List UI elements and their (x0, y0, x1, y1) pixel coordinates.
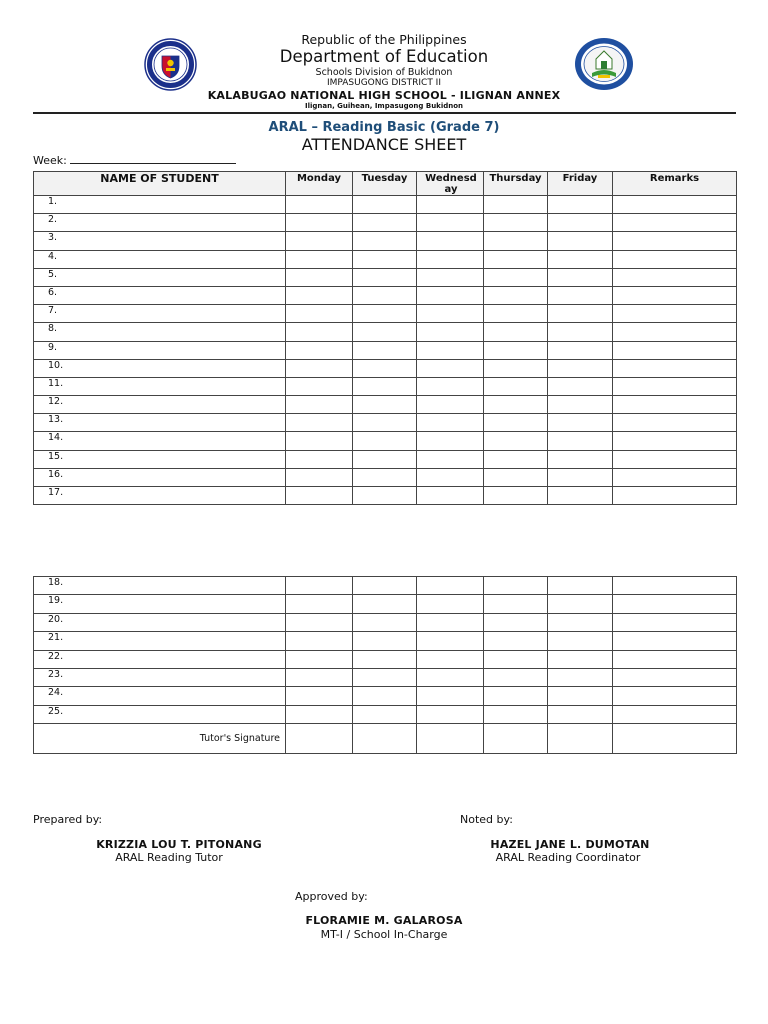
attendance-cell-wednesday[interactable] (417, 268, 484, 286)
table-header-row (34, 172, 737, 196)
attendance-cell-remarks[interactable] (613, 613, 737, 631)
week-field (33, 153, 236, 167)
attendance-cell-monday[interactable] (286, 468, 353, 486)
attendance-cell-remarks[interactable] (613, 577, 737, 595)
attendance-cell-remarks[interactable] (613, 232, 737, 250)
attendance-cell-wednesday[interactable] (417, 232, 484, 250)
attendance-cell-tuesday[interactable] (353, 396, 417, 414)
attendance-cell-wednesday[interactable] (417, 377, 484, 395)
attendance-cell-monday[interactable] (286, 432, 353, 450)
attendance-cell-tuesday[interactable] (353, 577, 417, 595)
attendance-cell-remarks[interactable] (613, 705, 737, 723)
table-row (34, 250, 737, 268)
attendance-cell-wednesday[interactable] (417, 468, 484, 486)
attendance-table-part-2 (33, 576, 737, 754)
attendance-cell-wednesday[interactable] (417, 341, 484, 359)
attendance-cell-tuesday[interactable] (353, 305, 417, 323)
approved-by-name: FLORAMIE M. GALAROSA (305, 914, 463, 927)
student-name-cell[interactable]: 17. (34, 487, 286, 505)
student-name-cell[interactable]: 18. (34, 577, 286, 595)
attendance-cell-friday[interactable] (548, 377, 613, 395)
signature-cell-wednesday[interactable] (417, 724, 484, 754)
attendance-cell-remarks[interactable] (613, 595, 737, 613)
attendance-cell-tuesday[interactable] (353, 632, 417, 650)
table-row (34, 668, 737, 686)
attendance-cell-remarks[interactable] (613, 377, 737, 395)
attendance-cell-remarks[interactable] (613, 359, 737, 377)
student-name-cell[interactable]: 16. (34, 468, 286, 486)
attendance-cell-remarks[interactable] (613, 668, 737, 686)
table-row (34, 341, 737, 359)
attendance-cell-monday[interactable] (286, 286, 353, 304)
attendance-cell-thursday[interactable] (484, 468, 548, 486)
attendance-cell-wednesday[interactable] (417, 359, 484, 377)
attendance-cell-monday[interactable] (286, 450, 353, 468)
attendance-cell-monday[interactable] (286, 341, 353, 359)
attendance-cell-friday[interactable] (548, 323, 613, 341)
sheet-title: ATTENDANCE SHEET (301, 135, 467, 154)
attendance-cell-friday[interactable] (548, 705, 613, 723)
attendance-cell-remarks[interactable] (613, 487, 737, 505)
attendance-cell-tuesday[interactable] (353, 286, 417, 304)
header-divider (33, 112, 736, 114)
attendance-cell-remarks[interactable] (613, 468, 737, 486)
attendance-cell-wednesday[interactable] (417, 613, 484, 631)
table-row (34, 613, 737, 631)
attendance-cell-friday[interactable] (548, 650, 613, 668)
attendance-cell-wednesday[interactable] (417, 705, 484, 723)
attendance-cell-tuesday[interactable] (353, 323, 417, 341)
student-name-cell[interactable]: 20. (34, 613, 286, 631)
attendance-cell-monday[interactable] (286, 232, 353, 250)
attendance-cell-thursday[interactable] (484, 577, 548, 595)
district-line: IMPASUGONG DISTRICT II (326, 78, 441, 88)
table-row (34, 687, 737, 705)
attendance-cell-friday[interactable] (548, 305, 613, 323)
prepared-by-role: ARAL Reading Tutor (115, 851, 223, 864)
signature-cell-remarks[interactable] (613, 724, 737, 754)
attendance-cell-monday[interactable] (286, 487, 353, 505)
attendance-cell-monday[interactable] (286, 377, 353, 395)
attendance-cell-remarks[interactable] (613, 250, 737, 268)
attendance-cell-remarks[interactable] (613, 214, 737, 232)
signature-cell-thursday[interactable] (484, 724, 548, 754)
attendance-cell-thursday[interactable] (484, 305, 548, 323)
attendance-cell-friday[interactable] (548, 250, 613, 268)
table-row (34, 632, 737, 650)
attendance-cell-friday[interactable] (548, 468, 613, 486)
attendance-cell-wednesday[interactable] (417, 595, 484, 613)
attendance-cell-thursday[interactable] (484, 487, 548, 505)
attendance-cell-tuesday[interactable] (353, 196, 417, 214)
attendance-cell-tuesday[interactable] (353, 687, 417, 705)
table-row (34, 487, 737, 505)
attendance-cell-thursday[interactable] (484, 341, 548, 359)
student-name-cell[interactable]: 11. (34, 377, 286, 395)
student-name-cell[interactable]: 23. (34, 668, 286, 686)
attendance-cell-thursday[interactable] (484, 687, 548, 705)
attendance-cell-wednesday[interactable] (417, 323, 484, 341)
noted-by-role: ARAL Reading Coordinator (495, 851, 641, 864)
signature-cell-friday[interactable] (548, 724, 613, 754)
column-header-wednesday: Wednesday (417, 172, 484, 196)
attendance-cell-remarks[interactable] (613, 268, 737, 286)
attendance-cell-friday[interactable] (548, 432, 613, 450)
school-address: Ilignan, Guihean, Impasugong Bukidnon (304, 102, 464, 110)
attendance-cell-monday[interactable] (286, 613, 353, 631)
attendance-cell-tuesday[interactable] (353, 650, 417, 668)
attendance-cell-tuesday[interactable] (353, 250, 417, 268)
attendance-cell-wednesday[interactable] (417, 687, 484, 705)
attendance-cell-thursday[interactable] (484, 396, 548, 414)
student-name-cell[interactable]: 21. (34, 632, 286, 650)
attendance-cell-remarks[interactable] (613, 432, 737, 450)
noted-by-name: HAZEL JANE L. DUMOTAN (490, 838, 650, 851)
attendance-cell-wednesday[interactable] (417, 305, 484, 323)
attendance-cell-tuesday[interactable] (353, 232, 417, 250)
attendance-cell-monday[interactable] (286, 323, 353, 341)
student-name-cell[interactable]: 22. (34, 650, 286, 668)
table-row (34, 286, 737, 304)
attendance-cell-remarks[interactable] (613, 286, 737, 304)
table-row (34, 323, 737, 341)
attendance-cell-tuesday[interactable] (353, 377, 417, 395)
attendance-cell-friday[interactable] (548, 613, 613, 631)
attendance-cell-remarks[interactable] (613, 341, 737, 359)
attendance-cell-tuesday[interactable] (353, 487, 417, 505)
table-row (34, 305, 737, 323)
noted-by-label: Noted by: (460, 813, 513, 826)
attendance-cell-friday[interactable] (548, 268, 613, 286)
attendance-cell-monday[interactable] (286, 305, 353, 323)
attendance-cell-wednesday[interactable] (417, 668, 484, 686)
attendance-cell-wednesday[interactable] (417, 196, 484, 214)
attendance-cell-tuesday[interactable] (353, 468, 417, 486)
attendance-cell-thursday[interactable] (484, 359, 548, 377)
table-row (34, 359, 737, 377)
table-row (34, 396, 737, 414)
attendance-cell-friday[interactable] (548, 668, 613, 686)
attendance-cell-tuesday[interactable] (353, 595, 417, 613)
student-name-cell[interactable]: 3. (34, 232, 286, 250)
table-row (34, 450, 737, 468)
attendance-cell-monday[interactable] (286, 250, 353, 268)
tutor-signature-label: Tutor's Signature (34, 724, 286, 754)
attendance-cell-friday[interactable] (548, 487, 613, 505)
table-row (34, 468, 737, 486)
signature-cell-tuesday[interactable] (353, 724, 417, 754)
attendance-cell-friday[interactable] (548, 396, 613, 414)
table-row (34, 414, 737, 432)
table-row (34, 214, 737, 232)
table-row (34, 377, 737, 395)
attendance-cell-thursday[interactable] (484, 450, 548, 468)
student-name-cell[interactable]: 2. (34, 214, 286, 232)
attendance-cell-monday[interactable] (286, 196, 353, 214)
attendance-cell-monday[interactable] (286, 595, 353, 613)
student-name-cell[interactable]: 25. (34, 705, 286, 723)
attendance-cell-friday[interactable] (548, 687, 613, 705)
approved-by-label: Approved by: (295, 890, 368, 903)
table-row (34, 268, 737, 286)
attendance-cell-wednesday[interactable] (417, 632, 484, 650)
attendance-cell-remarks[interactable] (613, 196, 737, 214)
attendance-cell-friday[interactable] (548, 632, 613, 650)
attendance-cell-thursday[interactable] (484, 214, 548, 232)
attendance-cell-remarks[interactable] (613, 632, 737, 650)
attendance-cell-wednesday[interactable] (417, 414, 484, 432)
attendance-cell-friday[interactable] (548, 232, 613, 250)
table-row (34, 196, 737, 214)
attendance-cell-remarks[interactable] (613, 305, 737, 323)
attendance-cell-thursday[interactable] (484, 595, 548, 613)
column-header-friday: Friday (548, 172, 613, 196)
attendance-cell-remarks[interactable] (613, 323, 737, 341)
attendance-cell-friday[interactable] (548, 359, 613, 377)
attendance-cell-tuesday[interactable] (353, 450, 417, 468)
student-name-cell[interactable]: 1. (34, 196, 286, 214)
attendance-cell-monday[interactable] (286, 214, 353, 232)
student-name-cell[interactable]: 9. (34, 341, 286, 359)
attendance-cell-monday[interactable] (286, 687, 353, 705)
attendance-cell-monday[interactable] (286, 632, 353, 650)
attendance-cell-thursday[interactable] (484, 432, 548, 450)
attendance-cell-friday[interactable] (548, 341, 613, 359)
attendance-cell-tuesday[interactable] (353, 432, 417, 450)
student-name-cell[interactable]: 19. (34, 595, 286, 613)
attendance-cell-tuesday[interactable] (353, 268, 417, 286)
table-row (34, 232, 737, 250)
attendance-cell-tuesday[interactable] (353, 668, 417, 686)
attendance-cell-friday[interactable] (548, 196, 613, 214)
signature-cell-monday[interactable] (286, 724, 353, 754)
republic-line: Republic of the Philippines (301, 32, 467, 47)
attendance-cell-remarks[interactable] (613, 650, 737, 668)
attendance-cell-monday[interactable] (286, 577, 353, 595)
attendance-cell-friday[interactable] (548, 414, 613, 432)
student-name-cell[interactable]: 6. (34, 286, 286, 304)
attendance-cell-thursday[interactable] (484, 668, 548, 686)
attendance-cell-wednesday[interactable] (417, 450, 484, 468)
column-header-thursday: Thursday (484, 172, 548, 196)
student-name-cell[interactable]: 24. (34, 687, 286, 705)
attendance-cell-thursday[interactable] (484, 232, 548, 250)
attendance-cell-wednesday[interactable] (417, 250, 484, 268)
table-row (34, 650, 737, 668)
attendance-cell-thursday[interactable] (484, 286, 548, 304)
division-line: Schools Division of Bukidnon (315, 67, 453, 78)
attendance-cell-tuesday[interactable] (353, 613, 417, 631)
attendance-cell-thursday[interactable] (484, 632, 548, 650)
student-name-cell[interactable]: 5. (34, 268, 286, 286)
table-row (34, 595, 737, 613)
student-name-cell[interactable]: 8. (34, 323, 286, 341)
attendance-cell-wednesday[interactable] (417, 577, 484, 595)
attendance-cell-thursday[interactable] (484, 196, 548, 214)
table-row (34, 577, 737, 595)
column-header-monday: Monday (286, 172, 353, 196)
attendance-cell-thursday[interactable] (484, 650, 548, 668)
column-header-name: NAME OF STUDENT (34, 172, 286, 196)
student-name-cell[interactable]: 13. (34, 414, 286, 432)
student-name-cell[interactable]: 12. (34, 396, 286, 414)
attendance-cell-thursday[interactable] (484, 250, 548, 268)
attendance-cell-wednesday[interactable] (417, 432, 484, 450)
column-header-tuesday: Tuesday (353, 172, 417, 196)
attendance-cell-tuesday[interactable] (353, 414, 417, 432)
attendance-cell-friday[interactable] (548, 286, 613, 304)
attendance-cell-tuesday[interactable] (353, 341, 417, 359)
prepared-by-label: Prepared by: (33, 813, 103, 826)
attendance-cell-friday[interactable] (548, 214, 613, 232)
attendance-cell-wednesday[interactable] (417, 214, 484, 232)
attendance-cell-monday[interactable] (286, 650, 353, 668)
attendance-cell-friday[interactable] (548, 577, 613, 595)
attendance-cell-thursday[interactable] (484, 705, 548, 723)
attendance-cell-thursday[interactable] (484, 268, 548, 286)
department-line: Department of Education (279, 47, 489, 66)
attendance-cell-thursday[interactable] (484, 613, 548, 631)
attendance-cell-wednesday[interactable] (417, 487, 484, 505)
attendance-cell-monday[interactable] (286, 359, 353, 377)
attendance-cell-monday[interactable] (286, 668, 353, 686)
attendance-cell-remarks[interactable] (613, 414, 737, 432)
student-name-cell[interactable]: 14. (34, 432, 286, 450)
attendance-cell-remarks[interactable] (613, 450, 737, 468)
week-label: Week: (33, 154, 67, 167)
school-name: KALABUGAO NATIONAL HIGH SCHOOL - ILIGNAN ANNEX (207, 89, 561, 102)
program-title: ARAL – Reading Basic (Grade 7) (268, 120, 500, 135)
student-name-cell[interactable]: 7. (34, 305, 286, 323)
student-name-cell[interactable]: 10. (34, 359, 286, 377)
attendance-cell-monday[interactable] (286, 414, 353, 432)
attendance-cell-thursday[interactable] (484, 414, 548, 432)
student-name-cell[interactable]: 15. (34, 450, 286, 468)
approved-by-role: MT-I / School In-Charge (320, 928, 448, 941)
attendance-cell-monday[interactable] (286, 268, 353, 286)
attendance-cell-thursday[interactable] (484, 323, 548, 341)
attendance-cell-remarks[interactable] (613, 687, 737, 705)
attendance-cell-tuesday[interactable] (353, 214, 417, 232)
attendance-cell-friday[interactable] (548, 450, 613, 468)
attendance-cell-wednesday[interactable] (417, 396, 484, 414)
attendance-cell-friday[interactable] (548, 595, 613, 613)
prepared-by-name: KRIZZIA LOU T. PITONANG (96, 838, 262, 851)
attendance-cell-tuesday[interactable] (353, 359, 417, 377)
signature-row (34, 724, 737, 754)
attendance-cell-remarks[interactable] (613, 396, 737, 414)
column-header-remarks: Remarks (613, 172, 737, 196)
attendance-table-part-1 (33, 171, 737, 505)
student-name-cell[interactable]: 4. (34, 250, 286, 268)
attendance-cell-monday[interactable] (286, 705, 353, 723)
attendance-cell-tuesday[interactable] (353, 705, 417, 723)
attendance-cell-wednesday[interactable] (417, 286, 484, 304)
week-blank-line[interactable] (70, 153, 236, 164)
attendance-cell-wednesday[interactable] (417, 650, 484, 668)
table-row (34, 432, 737, 450)
table-row (34, 705, 737, 723)
attendance-cell-monday[interactable] (286, 396, 353, 414)
attendance-cell-thursday[interactable] (484, 377, 548, 395)
